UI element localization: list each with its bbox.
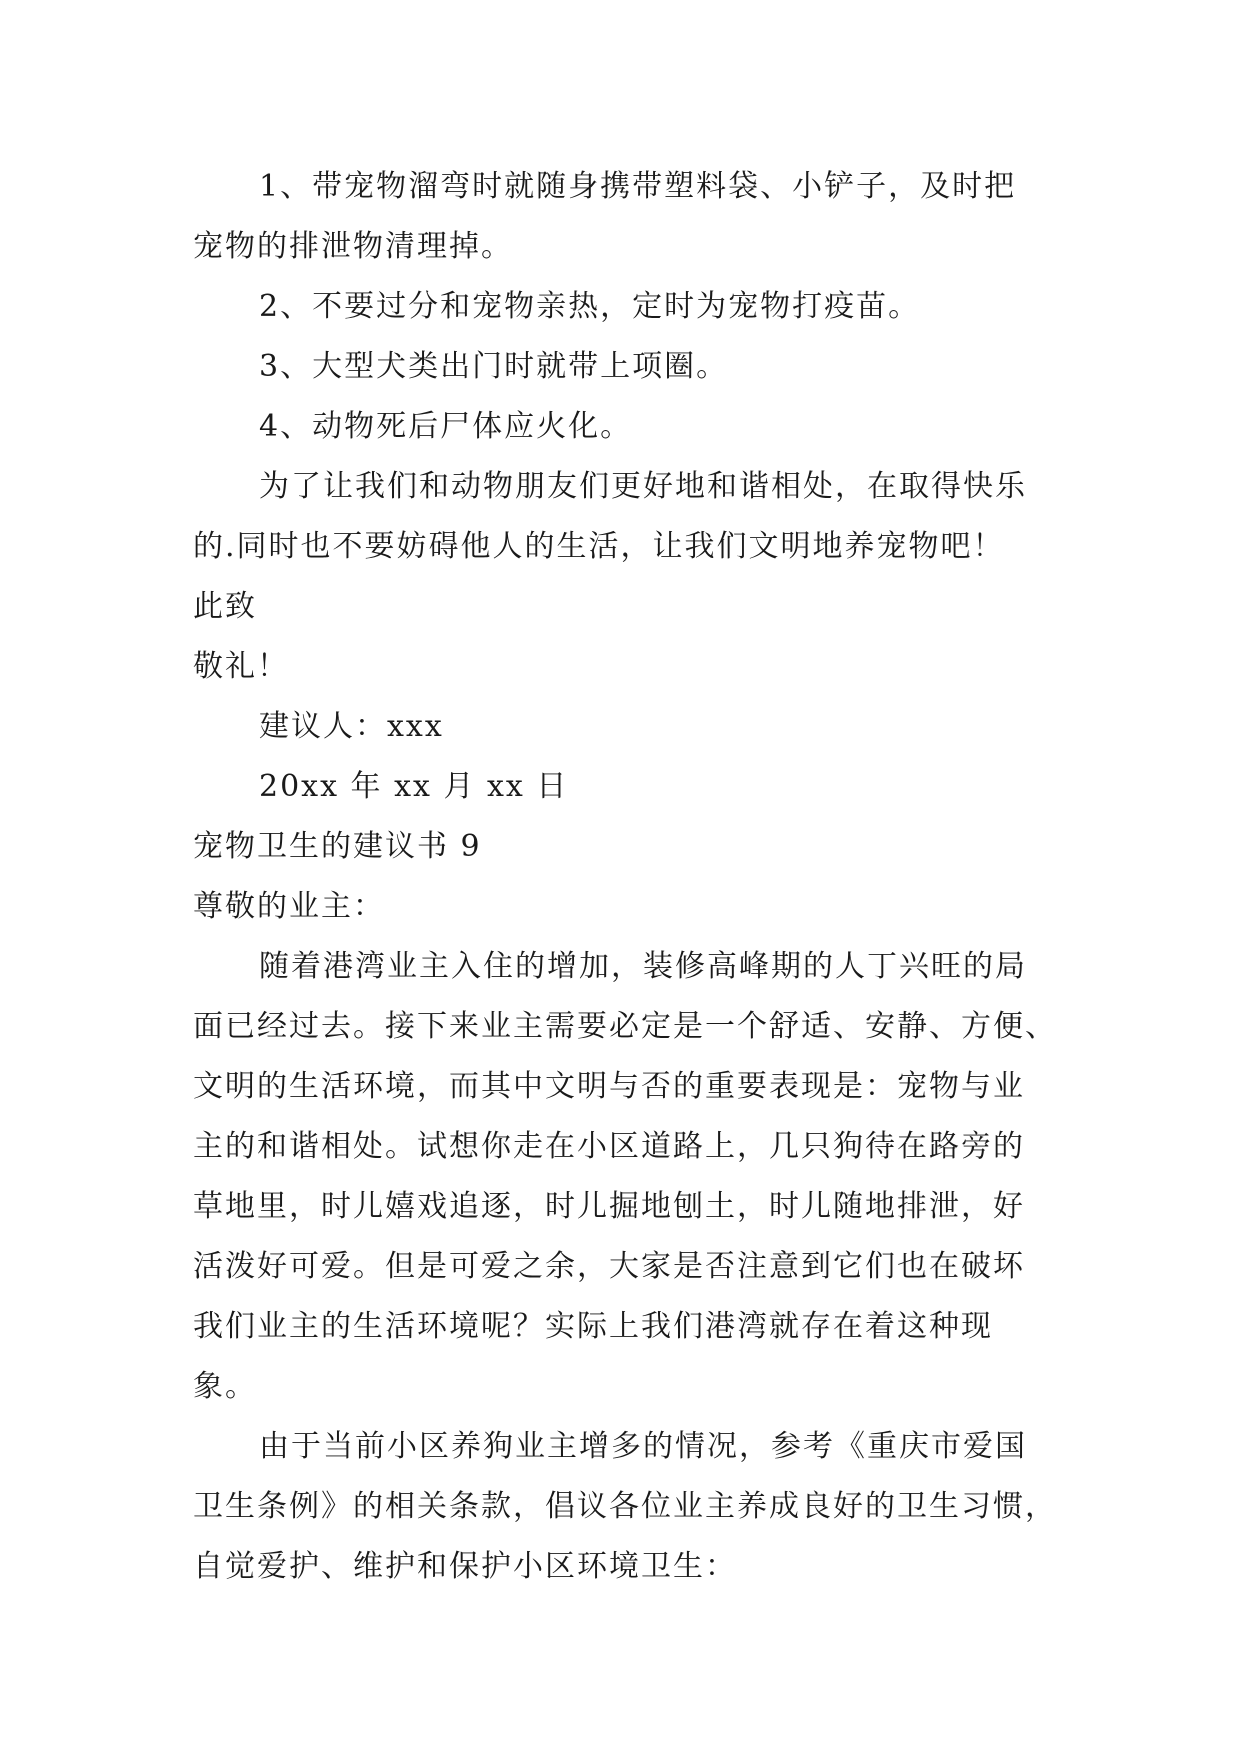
- body-paragraph-1-line-7: 我们业主的生活环境呢？实际上我们港湾就存在着这种现: [193, 1309, 993, 1344]
- body-paragraph-1-line-1: 随着港湾业主入住的增加，装修高峰期的人丁兴旺的局: [259, 949, 1027, 984]
- body-paragraph-1-line-3: 文明的生活环境，而其中文明与否的重要表现是：宠物与业: [193, 1069, 1025, 1104]
- list-item-4: 4、动物死后尸体应火化。: [259, 409, 633, 444]
- body-paragraph-2-line-1: 由于当前小区养狗业主增多的情况，参考《重庆市爱国: [259, 1429, 1027, 1464]
- list-item-1-line-1: 1、带宠物溜弯时就随身携带塑料袋、小铲子，及时把: [259, 169, 1017, 204]
- closing-paragraph-line-2: 的.同时也不要妨碍他人的生活，让我们文明地养宠物吧！: [193, 529, 1005, 564]
- date: 20xx 年 xx 月 xx 日: [259, 769, 569, 804]
- salutation-jingli: 敬礼！: [193, 649, 289, 684]
- list-item-1-line-2: 宠物的排泄物清理掉。: [193, 229, 513, 264]
- salutation-cizhi: 此致: [193, 589, 257, 624]
- signer: 建议人：xxx: [259, 709, 444, 744]
- body-paragraph-1-line-8: 象。: [193, 1369, 257, 1404]
- body-paragraph-2-line-3: 自觉爱护、维护和保护小区环境卫生：: [193, 1549, 737, 1584]
- section-title: 宠物卫生的建议书 9: [193, 829, 482, 864]
- list-item-2: 2、不要过分和宠物亲热，定时为宠物打疫苗。: [259, 289, 921, 324]
- body-paragraph-1-line-6: 活泼好可爱。但是可爱之余，大家是否注意到它们也在破坏: [193, 1249, 1025, 1284]
- body-paragraph-1-line-2: 面已经过去。接下来业主需要必定是一个舒适、安静、方便、: [193, 1009, 1057, 1044]
- body-paragraph-1-line-4: 主的和谐相处。试想你走在小区道路上，几只狗待在路旁的: [193, 1129, 1025, 1164]
- body-paragraph-2-line-2: 卫生条例》的相关条款，倡议各位业主养成良好的卫生习惯，: [193, 1489, 1057, 1524]
- greeting: 尊敬的业主：: [193, 889, 385, 924]
- document-page: [193, 157, 1063, 1597]
- list-item-3: 3、大型犬类出门时就带上项圈。: [259, 349, 729, 384]
- body-paragraph-1-line-5: 草地里，时儿嬉戏追逐，时儿掘地刨土，时儿随地排泄，好: [193, 1189, 1025, 1224]
- closing-paragraph-line-1: 为了让我们和动物朋友们更好地和谐相处，在取得快乐: [259, 469, 1027, 504]
